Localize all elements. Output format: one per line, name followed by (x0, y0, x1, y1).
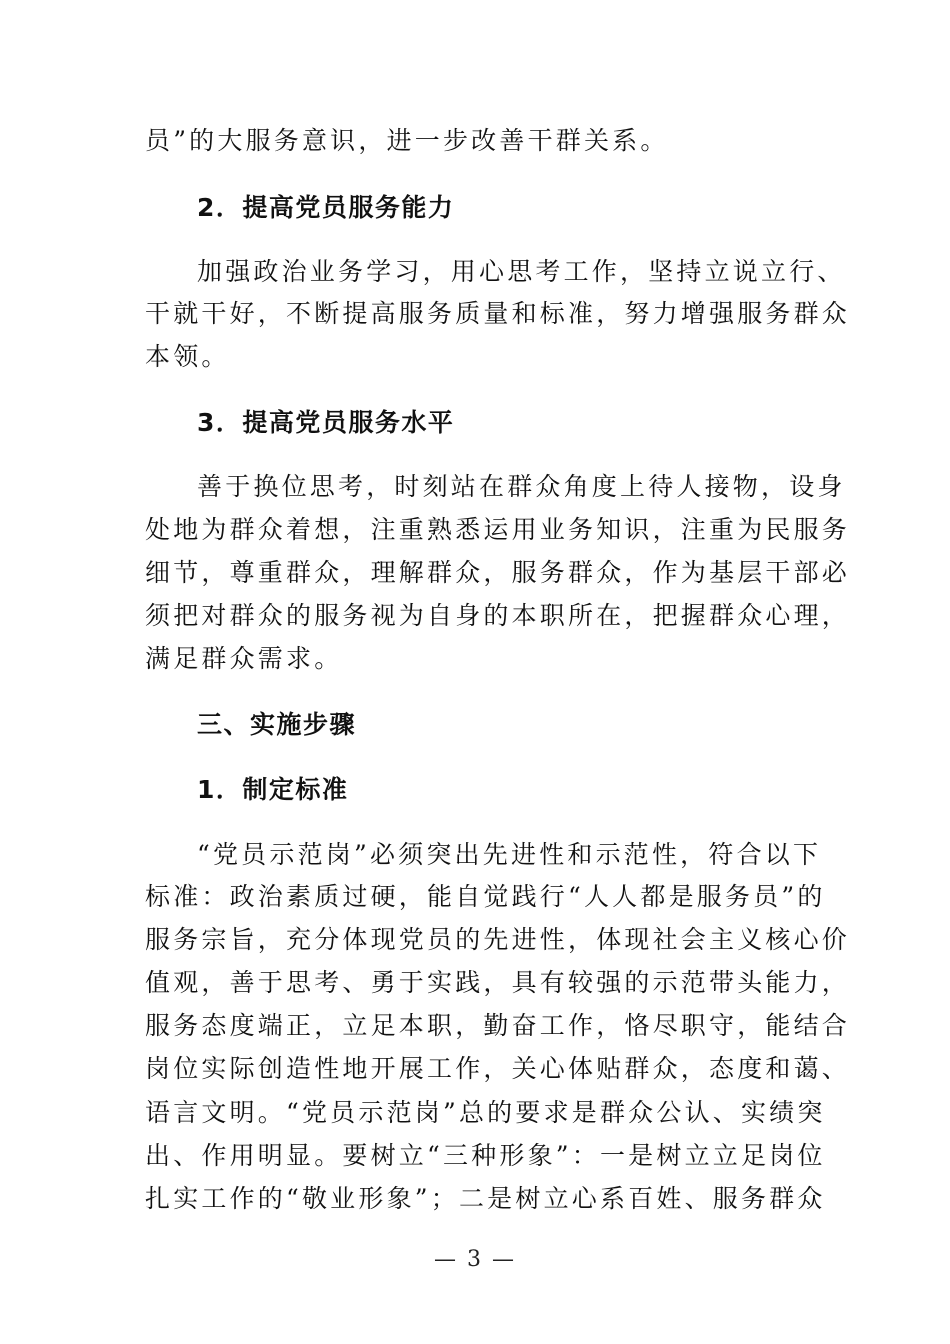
paragraph-line: 本领。 (145, 342, 230, 371)
paragraph-line: 善于换位思考，时刻站在群众角度上待人接物，设身 (197, 472, 846, 501)
paragraph-line: 加强政治业务学习，用心思考工作，坚持立说立行、 (197, 257, 846, 286)
paragraph-line: 语言文明。“党员示范岗”总的要求是群众公认、实绩突 (145, 1098, 826, 1127)
paragraph-line: 满足群众需求。 (145, 644, 343, 673)
paragraph-line: 须把对群众的服务视为自身的本职所在，把握群众心理， (145, 601, 851, 630)
paragraph-line: 处地为群众着想，注重熟悉运用业务知识，注重为民服务 (145, 515, 851, 544)
paragraph-line: 值观，善于思考、勇于实践，具有较强的示范带头能力， (145, 968, 851, 997)
paragraph-line: 干就干好，不断提高服务质量和标准，努力增强服务群众 (145, 299, 851, 328)
paragraph-line: 岗位实际创造性地开展工作，关心体贴群众，态度和蔼、 (145, 1054, 851, 1083)
paragraph-line: 员”的大服务意识，进一步改善干群关系。 (145, 126, 669, 155)
section-heading: 三、实施步骤 (197, 710, 357, 739)
paragraph-line: 出、作用明显。要树立“三种形象”：一是树立立足岗位 (145, 1141, 826, 1170)
subheading-3: 3．提高党员服务水平 (197, 408, 455, 437)
subheading-1: 1．制定标准 (197, 775, 349, 804)
page-number: — 3 — (434, 1247, 516, 1272)
paragraph-line: 服务态度端正，立足本职，勤奋工作，恪尽职守，能结合 (145, 1011, 851, 1040)
paragraph-line: 服务宗旨，充分体现党员的先进性，体现社会主义核心价 (145, 925, 851, 954)
paragraph-line: 标准：政治素质过硬，能自觉践行“人人都是服务员”的 (145, 882, 826, 911)
paragraph-line: 扎实工作的“敬业形象”；二是树立心系百姓、服务群众 (145, 1184, 826, 1213)
paragraph-line: 细节，尊重群众，理解群众，服务群众，作为基层干部必 (145, 558, 851, 587)
subheading-2: 2．提高党员服务能力 (197, 193, 455, 222)
paragraph-line: “党员示范岗”必须突出先进性和示范性，符合以下 (197, 840, 822, 869)
